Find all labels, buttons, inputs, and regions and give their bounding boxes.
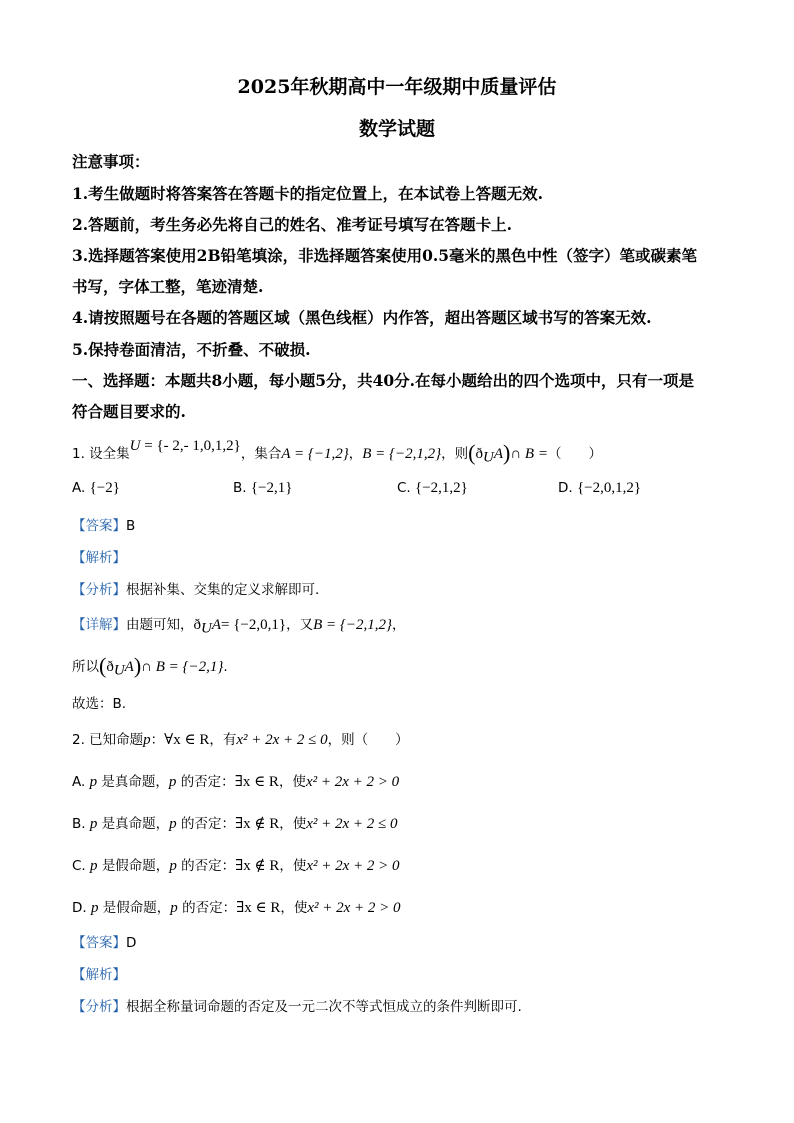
q1-analysis-tag: 【解析】 [72, 550, 126, 566]
q1-stem: 1. 设全集U = {- 2,- 1,0,1,2}，集合A = {−1,2}，B = {−2,1,2}，则$(ð_UA)\cap$ B =（ ） [72, 438, 602, 466]
notice-item-1: 1.考生做题时将答案答在答题卡的指定位置上，在本试卷上答题无效. [72, 184, 544, 203]
exam-title: 2025年秋期高中一年级期中质量评估 [237, 76, 557, 98]
section-heading: 一、选择题：本题共8小题，每小题5分，共40分.在每小题给出的四个选项中，只有一项是 [72, 371, 695, 390]
q2-analysis-tag: 【解析】 [72, 967, 126, 983]
notice-item-2: 2.答题前，考生务必先将自己的姓名、准考证号填写在答题卡上. [72, 215, 513, 234]
q2-option-b: B. p 是真命题，p 的否定：∃x ∉ R，使x² + 2x + 2 ≤ 0 [72, 816, 398, 832]
q1-detail: 【详解】由题可知，$ð_UA= \{-2,0,1\}$，又B = {−2,1,2}， [72, 617, 406, 637]
notice-item-3-cont: 书写，字体工整，笔迹清楚. [72, 277, 264, 296]
section-heading-cont: 符合题目要求的. [72, 402, 186, 421]
notice-item-4: 4.请按照题号在各题的答题区域（黑色线框）内作答，超出答题区域书写的答案无效. [72, 308, 652, 327]
q1-fenxi: 【分析】根据补集、交集的定义求解即可. [72, 582, 320, 598]
exam-subtitle: 数学试题 [358, 118, 435, 140]
q1-option-a: A. {−2} [72, 480, 120, 496]
q2-option-a: A. p 是真命题，p 的否定：∃x ∈ R，使x² + 2x + 2 > 0 [72, 774, 400, 790]
q1-option-b: B. {−2,1} [233, 480, 293, 496]
notice-item-3: 3.选择题答案使用2B铅笔填涂，非选择题答案使用0.5毫米的黑色中性（签字）笔或碳素笔 [72, 246, 698, 265]
q2-option-d: D. p 是假命题，p 的否定：∃x ∈ R，使x² + 2x + 2 > 0 [72, 900, 401, 916]
q2-answer: 【答案】D [72, 935, 137, 951]
q2-fenxi: 【分析】根据全称量词命题的否定及一元二次不等式恒成立的条件判断即可. [72, 999, 522, 1015]
q2-stem: 2. 已知命题p：∀x ∈ R，有x² + 2x + 2 ≤ 0，则（ ） [72, 732, 409, 748]
q1-option-d: D. {−2,0,1,2} [558, 480, 642, 496]
notice-item-5: 5.保持卷面清洁，不折叠、不破损. [72, 340, 311, 359]
notice-heading: 注意事项： [72, 152, 150, 171]
q1-conclusion: 故选：B. [72, 696, 127, 712]
q1-answer: 【答案】B [72, 518, 136, 534]
q1-so: 所以$(ð_UA)\cap$ B = {−2,1}. [72, 653, 228, 679]
q1-option-c: C. {−2,1,2} [397, 480, 468, 496]
q2-option-c: C. p 是假命题，p 的否定：∃x ∉ R，使x² + 2x + 2 > 0 [72, 858, 400, 874]
